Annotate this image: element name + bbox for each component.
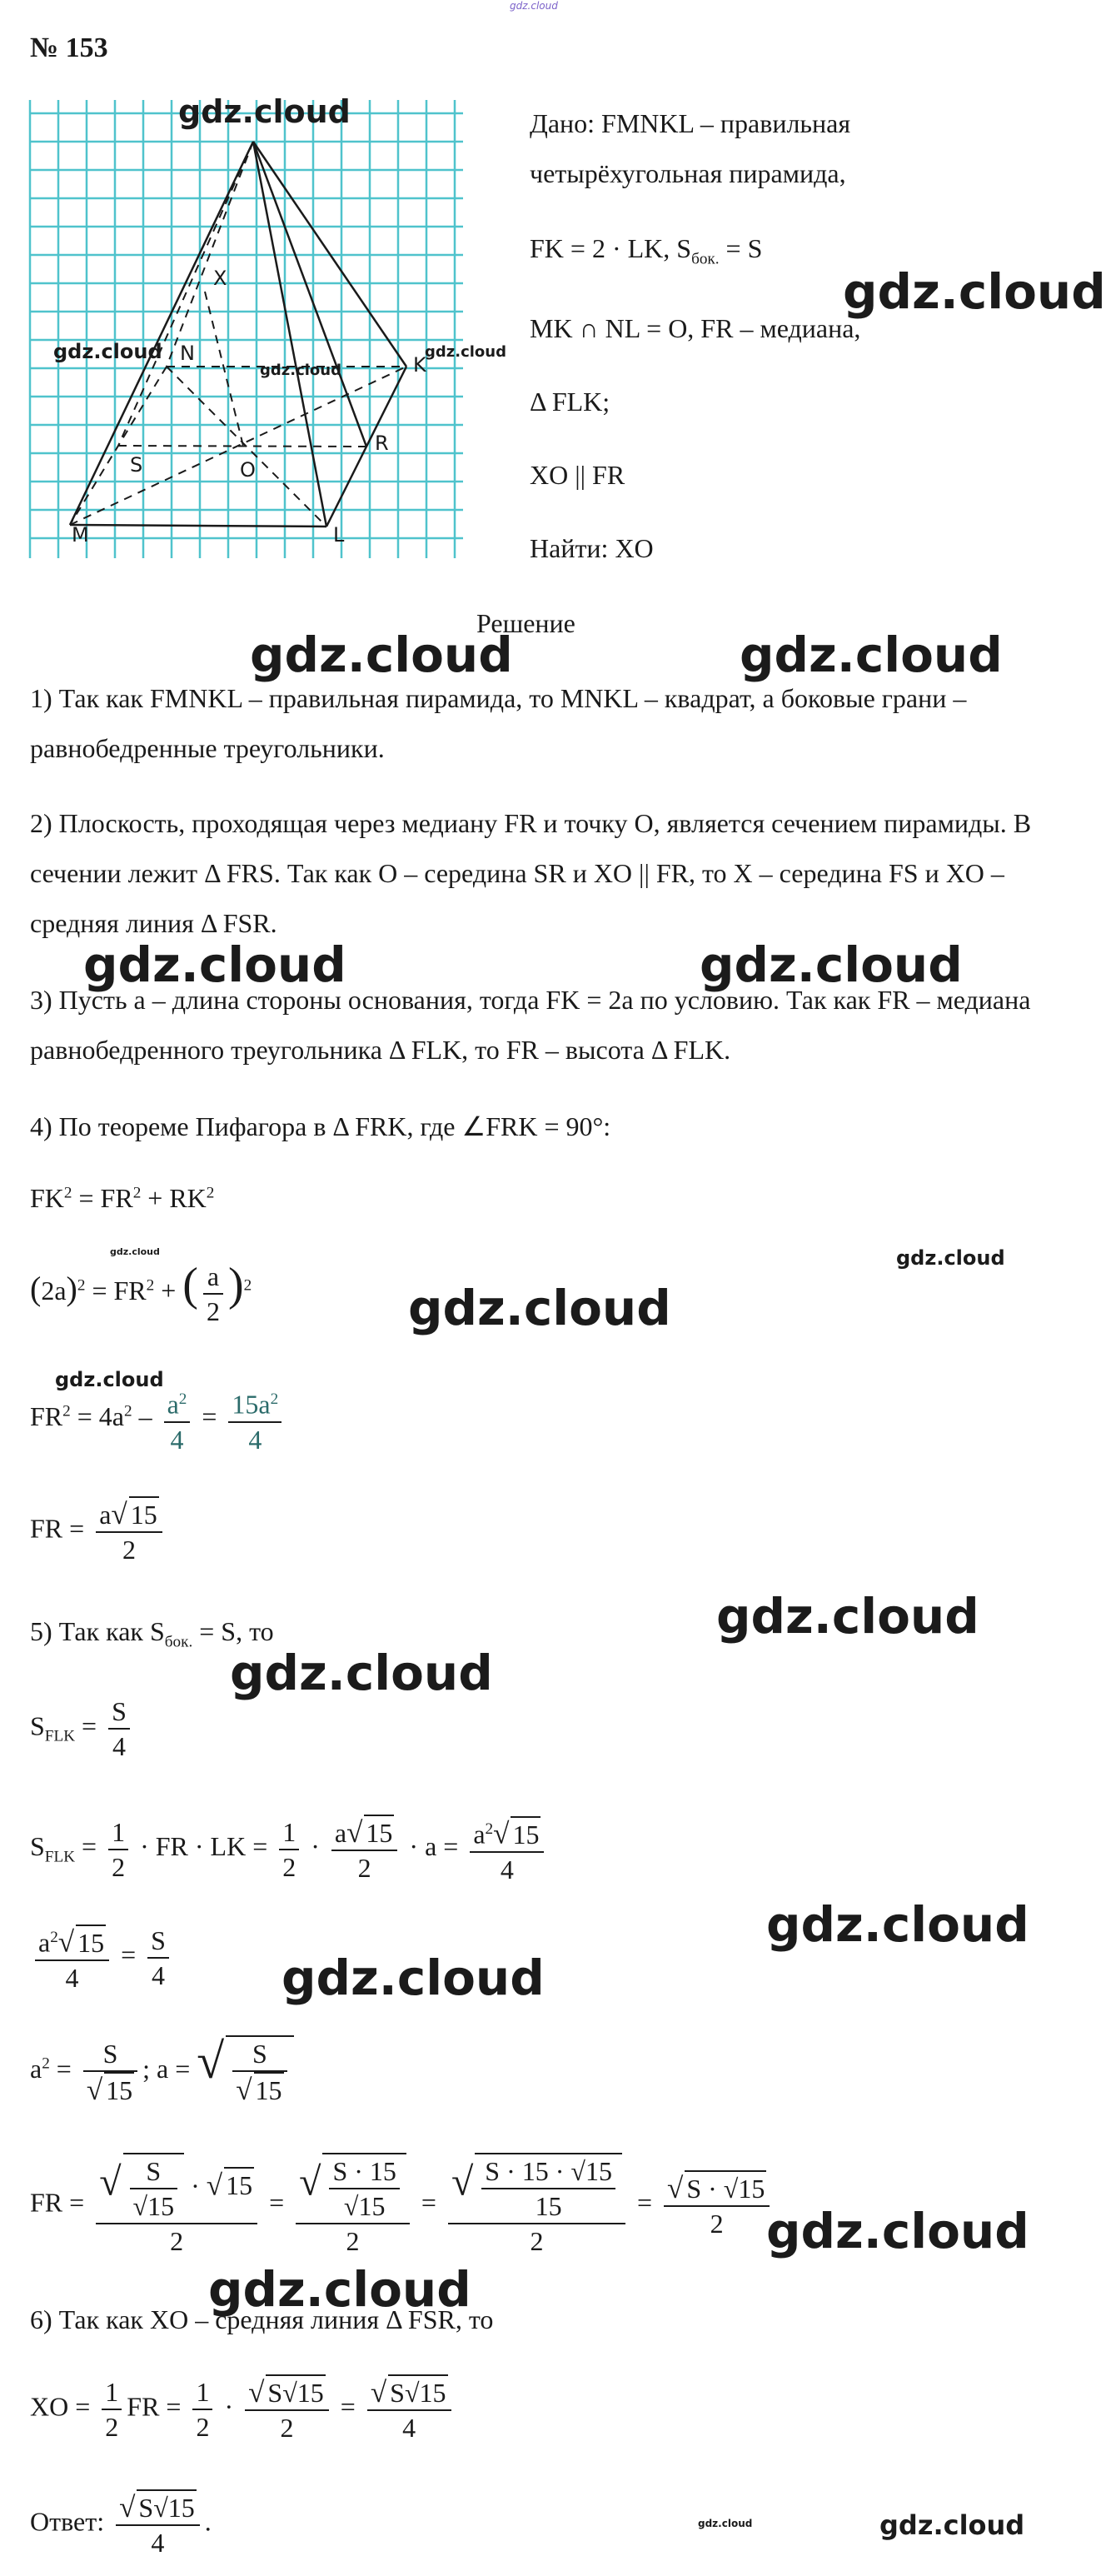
- watermark-4: gdz.cloud: [83, 936, 346, 993]
- eq-s-flk-expanded: $S_{FLK}$ = $\frac{1}{2}$ · FR · LK = $\frac{1}{2}$ · $\frac{a√ 15}{2}$ · a = $\frac{a^2√ 15}{4}$: [30, 1813, 549, 1886]
- figure-watermark-center: gdz.cloud: [260, 362, 341, 379]
- given-line-6: XO || FR: [530, 460, 625, 490]
- eq-area-equality: $\frac{a^2√ 15}{4}$ = $\frac{S}{4}$: [30, 1921, 174, 1994]
- given-line-7: Найти: XO: [530, 533, 654, 563]
- watermark-5: gdz.cloud: [700, 936, 963, 993]
- given-line-2: четырёхугольная пирамида,: [530, 158, 846, 188]
- eq-fr: FR = $\frac{a√ 15}{2}$: [30, 1496, 167, 1566]
- pyramid-solid-edges: [70, 142, 406, 527]
- step-2: 2) Плоскость, проходящая через медиану FR и точку O, является сечением пирамиды. В сечении лежит Δ FRS. Так как O – середина SR и XO || FR, то X – середина FS и XO – средняя линия Δ FSR.: [30, 808, 1032, 938]
- given-line-3: FK = 2 · LK, $S_{бок.} = S$: [530, 233, 763, 268]
- label-m: M: [72, 523, 89, 547]
- watermark-3: gdz.cloud: [740, 627, 1003, 683]
- point-labels: [72, 267, 427, 547]
- pyramid-figure: [30, 92, 496, 558]
- watermark-6: gdz.cloud: [110, 1246, 160, 1257]
- eq-pythagoras: $FK^2 = FR^2 + RK^2$: [30, 1183, 215, 1213]
- watermark-16: gdz.cloud: [698, 2518, 753, 2529]
- watermark-9: gdz.cloud: [55, 1368, 164, 1391]
- eq-substitution: $(2a)^2 = FR^2$ + ( $\frac{a}{2}$ )$^2$: [30, 1259, 252, 1326]
- watermark-13: gdz.cloud: [281, 1949, 545, 2006]
- label-r: R: [375, 432, 389, 455]
- label-k: K: [413, 353, 426, 377]
- figure-watermark-right: gdz.cloud: [425, 343, 506, 361]
- grid: [30, 100, 463, 558]
- watermark-2: gdz.cloud: [250, 627, 513, 683]
- watermark-15: gdz.cloud: [208, 2261, 471, 2318]
- solution-heading: Решение: [476, 608, 575, 638]
- figure-watermark-left: gdz.cloud: [53, 340, 162, 363]
- given-line-1: Дано: FMNKL – правильная: [530, 108, 851, 138]
- label-l: L: [333, 523, 345, 547]
- step-4: 4) По теореме Пифагора в Δ FRK, где ∠FRK = 90°:: [30, 1111, 611, 1141]
- eq-fr-squared: $FR^2 = 4a^2$ – $\frac{a^2}{4}$ = $\frac{15a^2}{4}$: [30, 1383, 286, 1456]
- step-3: 3) Пусть a – длина стороны основания, тогда FK = 2a по условию. Так как FR – медиана равнобедренного треугольника Δ FLK, то FR – высота Δ FLK.: [30, 985, 1031, 1065]
- watermark-17: gdz.cloud: [879, 2509, 1025, 2541]
- step-1: 1) Так как FMNKL – правильная пирамида, то MNKL – квадрат, а боковые грани – равнобедренные треугольники.: [30, 683, 967, 763]
- given-line-4: MK ∩ NL = O, FR – медиана,: [530, 313, 861, 343]
- label-x: X: [213, 267, 227, 290]
- watermark-8: gdz.cloud: [408, 1280, 671, 1336]
- eq-xo: XO = $\frac{1}{2}$ FR = $\frac{1}{2}$ · $\frac{√ S√15}{2}$ = $\frac{√ S√15}{4}$: [30, 2374, 456, 2444]
- label-s: S: [130, 453, 143, 477]
- pyramid-diagram: [30, 92, 496, 558]
- eq-s-flk: $S_{FLK}$ = $\frac{S}{4}$: [30, 1695, 135, 1763]
- problem-number: № 153: [30, 32, 108, 63]
- figure-watermark-top: gdz.cloud: [178, 93, 351, 130]
- eq-fr-final: FR = √ $\frac{S}{√15}$ · √ 15 2 = √ $\frac{S \cdot 15}{√15}$ 2 = √ $\frac{S \cdot 15 \cdot √15}{15}$ 2 = $\frac{√ S \cdot √15}{2}$: [30, 2153, 775, 2258]
- label-o: O: [240, 458, 256, 482]
- watermark-1: gdz.cloud: [843, 263, 1106, 320]
- watermark-11: gdz.cloud: [230, 1645, 493, 1701]
- given-line-5: Δ FLK;: [530, 387, 610, 417]
- watermark-12: gdz.cloud: [766, 1896, 1029, 1953]
- answer: Ответ: $\frac{√ S√15}{4}$ .: [30, 2491, 212, 2558]
- watermark-10: gdz.cloud: [716, 1588, 979, 1645]
- eq-a-squared: $a^2$ = $\frac{S}{√ 15}$ ; a = √ $\frac{S}{√ 15}$: [30, 2033, 294, 2107]
- watermark-14: gdz.cloud: [766, 2203, 1029, 2259]
- step-5: 5) Так как $S_{бок.} = S$, то: [30, 1616, 274, 1651]
- top-watermark: gdz.cloud: [510, 0, 558, 12]
- step-6: 6) Так как XO – средняя линия Δ FSR, то: [30, 2304, 494, 2334]
- watermark-7: gdz.cloud: [896, 1246, 1005, 1270]
- label-n: N: [180, 342, 195, 365]
